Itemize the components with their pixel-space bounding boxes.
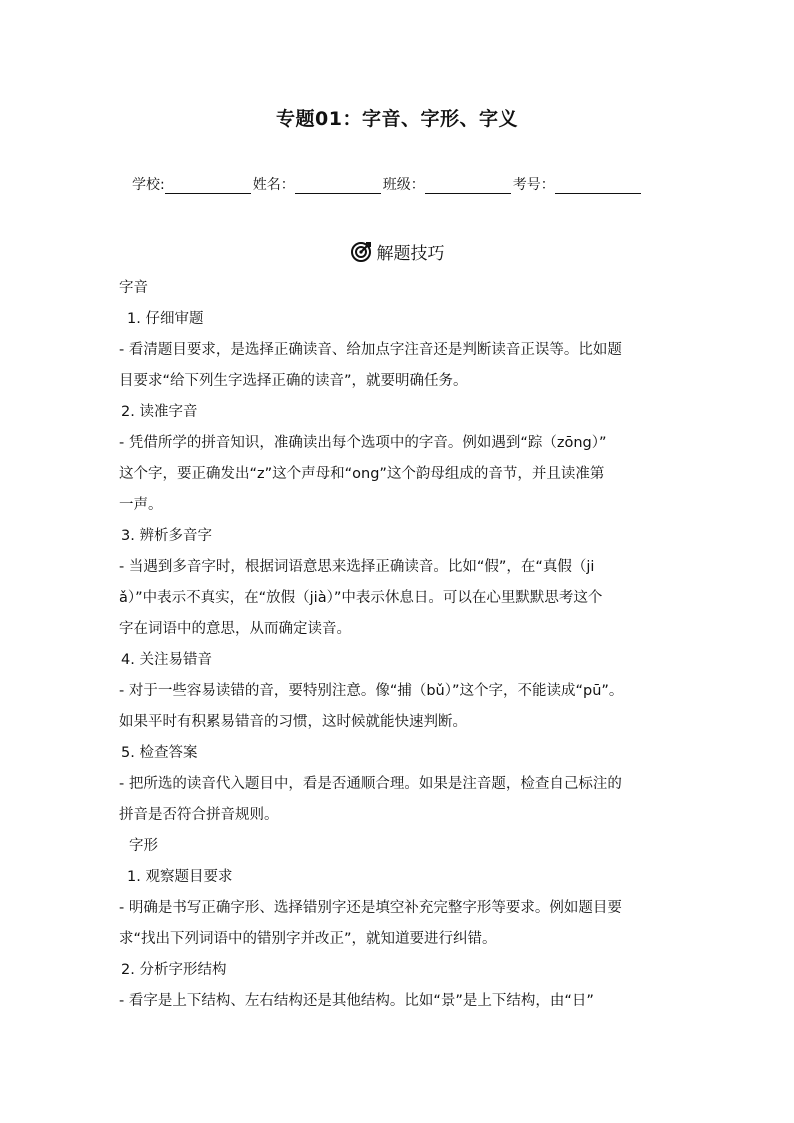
list-item: 2. 分析字形结构 bbox=[121, 962, 227, 978]
target-icon bbox=[350, 241, 372, 263]
paragraph-line: 一声。 bbox=[119, 497, 163, 513]
list-item: 2. 读准字音 bbox=[121, 404, 198, 420]
list-item: 4. 关注易错音 bbox=[121, 652, 212, 668]
paragraph-line: 拼音是否符合拼音规则。 bbox=[119, 807, 279, 823]
section-title: 解题技巧 bbox=[376, 244, 445, 264]
body-text bbox=[119, 276, 689, 1020]
paragraph-line: 目要求“给下列生字选择正确的读音”，就要明确任务。 bbox=[119, 373, 468, 389]
paragraph-line: 求“找出下列词语中的错别字并改正”，就知道要进行纠错。 bbox=[119, 931, 497, 947]
paragraph-line: ǎ）”中表示不真实，在“放假（jià）”中表示休息日。可以在心里默默思考这个 bbox=[119, 590, 603, 606]
class-blank[interactable] bbox=[425, 178, 511, 194]
paragraph-line: 这个字，要正确发出“z”这个声母和“ong”这个韵母组成的音节，并且读准第 bbox=[119, 466, 605, 482]
name-blank[interactable] bbox=[295, 178, 381, 194]
paragraph-line: 字在词语中的意思，从而确定读音。 bbox=[119, 621, 351, 637]
name-label: 姓名： bbox=[252, 177, 295, 193]
paragraph-line: - 凭借所学的拼音知识，准确读出每个选项中的字音。例如遇到“踪（zōng）” bbox=[119, 435, 607, 451]
class-label: 班级： bbox=[382, 177, 425, 193]
subheading-zi-yin: 字音 bbox=[119, 280, 148, 296]
paragraph-line: 如果平时有积累易错音的习惯，这时候就能快速判断。 bbox=[119, 714, 467, 730]
section-heading bbox=[0, 239, 794, 264]
school-label: 学校: bbox=[132, 177, 165, 193]
number-label: 考号： bbox=[512, 177, 555, 193]
list-item: 1. 仔细审题 bbox=[127, 311, 204, 327]
paragraph-line: - 看清题目要求，是选择正确读音、给加点字注音还是判断读音正误等。比如题 bbox=[119, 342, 622, 358]
page-title: 专题01：字音、字形、字义 bbox=[276, 108, 518, 130]
paragraph-line: - 对于一些容易读错的音，要特别注意。像“捕（bǔ）”这个字，不能读成“pū”。 bbox=[119, 683, 624, 699]
list-item: 1. 观察题目要求 bbox=[127, 869, 233, 885]
school-blank[interactable] bbox=[165, 178, 251, 194]
number-blank[interactable] bbox=[555, 178, 641, 194]
list-item: 5. 检查答案 bbox=[121, 745, 198, 761]
paragraph-line: - 明确是书写正确字形、选择错别字还是填空补充完整字形等要求。例如题目要 bbox=[119, 900, 622, 916]
paragraph-line: - 看字是上下结构、左右结构还是其他结构。比如“景”是上下结构，由“日” bbox=[119, 993, 594, 1009]
student-info-row bbox=[132, 174, 643, 194]
paragraph-line: - 把所选的读音代入题目中，看是否通顺合理。如果是注音题，检查自己标注的 bbox=[119, 776, 622, 792]
list-item: 3. 辨析多音字 bbox=[121, 528, 212, 544]
subheading-zi-xing: 字形 bbox=[129, 838, 158, 854]
paragraph-line: - 当遇到多音字时，根据词语意思来选择正确读音。比如“假”，在“真假（ji bbox=[119, 559, 595, 575]
